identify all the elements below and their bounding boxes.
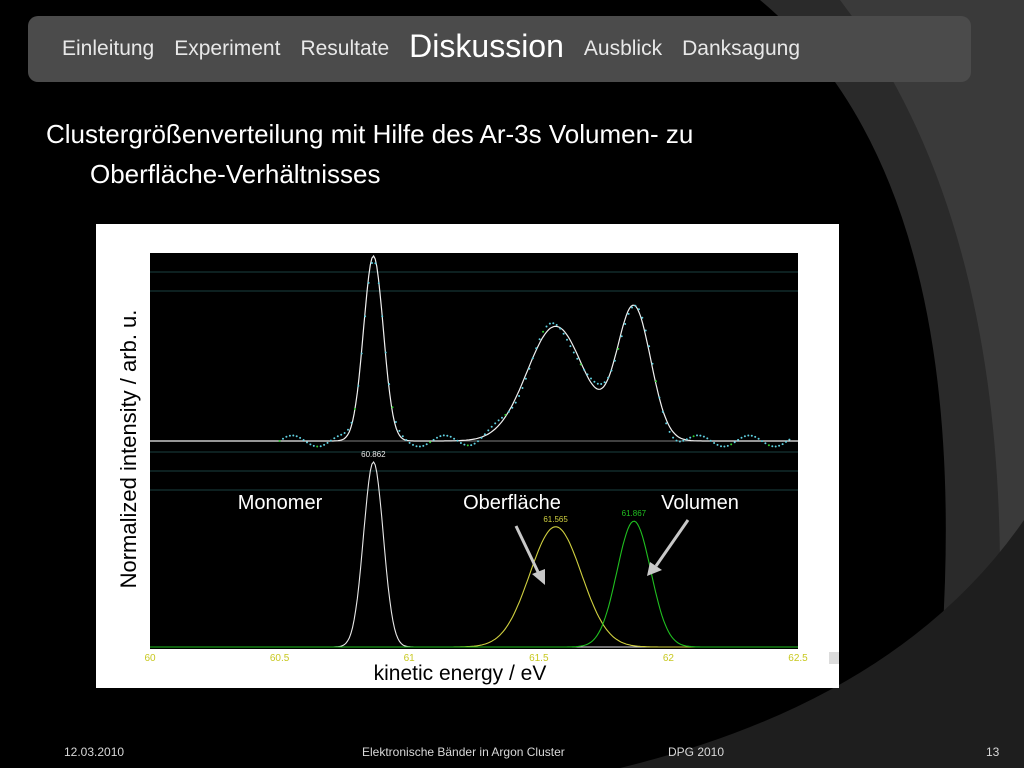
data-point (337, 435, 339, 437)
data-point (412, 444, 414, 446)
data-point (481, 437, 483, 439)
data-point (316, 446, 318, 448)
peak-center-label-1: 61.565 (543, 514, 568, 524)
scrollbar-stub (829, 652, 839, 664)
data-point (628, 313, 630, 315)
data-point (279, 440, 281, 442)
data-point (734, 441, 736, 443)
data-point (436, 437, 438, 439)
nav-item-experiment[interactable]: Experiment (174, 37, 281, 60)
data-point (723, 446, 725, 448)
data-point (402, 435, 404, 437)
data-point (703, 436, 705, 438)
data-point (426, 443, 428, 445)
data-point (446, 435, 448, 437)
data-point (535, 347, 537, 349)
label-monomer: Monomer (237, 492, 323, 514)
data-point (392, 406, 394, 408)
data-point (720, 445, 722, 447)
data-point (484, 433, 486, 435)
data-point (467, 444, 469, 446)
data-point (758, 438, 760, 440)
slide-title-line2: Oberfläche-Verhältnisses (90, 159, 381, 189)
data-point (532, 357, 534, 359)
data-point (600, 383, 602, 385)
data-point (422, 445, 424, 447)
data-point (788, 439, 790, 441)
data-point (751, 435, 753, 437)
x-tick-label-5: 62.5 (788, 653, 808, 664)
data-point (737, 439, 739, 441)
slide-title-line1: Clustergrößenverteilung mit Hilfe des Ar-3s Volumen- zu (46, 119, 694, 149)
data-point (374, 262, 376, 264)
footer-topic: Elektronische Bänder in Argon Cluster (362, 745, 565, 759)
data-point (385, 352, 387, 354)
data-point (487, 429, 489, 431)
data-point (669, 431, 671, 433)
data-point (398, 430, 400, 432)
data-point (782, 443, 784, 445)
data-point (665, 422, 667, 424)
data-point (327, 442, 329, 444)
data-point (693, 435, 695, 437)
data-point (364, 315, 366, 317)
data-point (460, 442, 462, 444)
data-point (320, 445, 322, 447)
data-point (764, 442, 766, 444)
data-point (686, 438, 688, 440)
data-point (491, 426, 493, 428)
data-point (617, 348, 619, 350)
data-point (474, 443, 476, 445)
data-point (381, 315, 383, 317)
data-point (717, 444, 719, 446)
data-point (569, 345, 571, 347)
data-point (504, 414, 506, 416)
data-point (775, 446, 777, 448)
footer-page-number: 13 (986, 745, 1000, 759)
data-point (494, 422, 496, 424)
data-point (658, 397, 660, 399)
data-point (607, 377, 609, 379)
x-tick-label-4: 62 (662, 653, 674, 664)
x-axis-label: kinetic energy / eV (373, 662, 547, 685)
data-point (710, 440, 712, 442)
data-point (378, 282, 380, 284)
data-point (634, 305, 636, 307)
data-point (730, 443, 732, 445)
data-point (741, 437, 743, 439)
data-point (655, 380, 657, 382)
slide-title (46, 114, 886, 194)
x-tick-label-1: 60.5 (269, 653, 290, 664)
data-point (508, 411, 510, 413)
data-point (282, 438, 284, 440)
data-point (566, 339, 568, 341)
data-point (771, 445, 773, 447)
data-point (576, 358, 578, 360)
data-point (696, 434, 698, 436)
nav-item-einleitung[interactable]: Einleitung (62, 37, 155, 60)
x-tick-label-3: 61.5 (529, 653, 549, 664)
data-point (303, 439, 305, 441)
data-point (590, 378, 592, 380)
data-point (351, 422, 353, 424)
nav-item-diskussion[interactable]: Diskussion (409, 27, 564, 64)
data-point (768, 444, 770, 446)
data-point (528, 368, 530, 370)
data-point (542, 331, 544, 333)
data-point (518, 395, 520, 397)
data-point (747, 435, 749, 437)
data-point (706, 437, 708, 439)
data-point (641, 317, 643, 319)
data-point (306, 441, 308, 443)
data-point (563, 333, 565, 335)
data-point (429, 441, 431, 443)
data-point (347, 429, 349, 431)
data-point (515, 402, 517, 404)
y-axis-label: Normalized intensity / arb. u. (116, 309, 141, 589)
data-point (744, 435, 746, 437)
data-point (361, 353, 363, 355)
data-point (439, 435, 441, 437)
data-point (597, 383, 599, 385)
navigation-bar (28, 16, 971, 82)
data-point (573, 352, 575, 354)
data-point (672, 437, 674, 439)
data-point (340, 434, 342, 436)
data-point (525, 378, 527, 380)
data-point (477, 440, 479, 442)
data-point (313, 445, 315, 447)
peak-center-label-0: 60.862 (361, 450, 386, 459)
data-point (498, 419, 500, 421)
data-point (470, 444, 472, 446)
data-point (453, 438, 455, 440)
data-point (645, 330, 647, 332)
data-point (785, 441, 787, 443)
data-point (443, 434, 445, 436)
data-point (580, 363, 582, 365)
x-tick-label-0: 60 (144, 653, 156, 664)
data-point (713, 442, 715, 444)
data-point (450, 436, 452, 438)
label-oberflaeche: Oberfläche (463, 492, 561, 514)
nav-item-ausblick[interactable]: Ausblick (583, 37, 663, 60)
data-point (405, 439, 407, 441)
data-point (621, 335, 623, 337)
data-point (559, 328, 561, 330)
peak-center-label-2: 61.867 (621, 509, 647, 519)
data-point (409, 442, 411, 444)
data-point (652, 363, 654, 365)
data-point (344, 432, 346, 434)
data-point (285, 436, 287, 438)
data-point (388, 383, 390, 385)
data-point (699, 435, 701, 437)
data-point (371, 262, 373, 264)
data-point (624, 323, 626, 325)
data-point (662, 411, 664, 413)
data-point (501, 417, 503, 419)
x-tick-label-2: 61 (403, 653, 415, 664)
chart-figure (96, 224, 839, 688)
data-point (296, 435, 298, 437)
data-point (631, 307, 633, 309)
data-point (754, 436, 756, 438)
data-point (546, 326, 548, 328)
plot-area-background (150, 253, 798, 649)
data-point (682, 440, 684, 442)
data-point (604, 381, 606, 383)
footer-event: DPG 2010 (668, 745, 725, 759)
data-point (357, 385, 359, 387)
nav-item-resultate[interactable]: Resultate (300, 37, 390, 60)
data-point (457, 440, 459, 442)
data-point (292, 435, 294, 437)
data-point (549, 323, 551, 325)
data-point (395, 421, 397, 423)
data-point (330, 440, 332, 442)
data-point (368, 282, 370, 284)
data-point (511, 407, 513, 409)
data-point (761, 440, 763, 442)
data-point (433, 439, 435, 441)
data-point (648, 345, 650, 347)
data-point (539, 338, 541, 340)
data-point (638, 308, 640, 310)
data-point (614, 360, 616, 362)
data-point (416, 445, 418, 447)
data-point (611, 370, 613, 372)
data-point (778, 445, 780, 447)
data-point (689, 437, 691, 439)
data-point (679, 441, 681, 443)
data-point (676, 440, 678, 442)
data-point (583, 369, 585, 371)
data-point (727, 445, 729, 447)
data-point (299, 437, 301, 439)
footer-date: 12.03.2010 (64, 745, 125, 759)
label-volumen: Volumen (661, 492, 739, 514)
data-point (593, 381, 595, 383)
data-point (309, 443, 311, 445)
nav-item-danksagung[interactable]: Danksagung (682, 37, 801, 60)
data-point (587, 373, 589, 375)
data-point (419, 446, 421, 448)
data-point (333, 437, 335, 439)
data-point (289, 435, 291, 437)
data-point (556, 324, 558, 326)
data-point (354, 408, 356, 410)
data-point (522, 387, 524, 389)
data-point (552, 322, 554, 324)
data-point (463, 444, 465, 446)
chart (96, 224, 839, 688)
data-point (323, 444, 325, 446)
